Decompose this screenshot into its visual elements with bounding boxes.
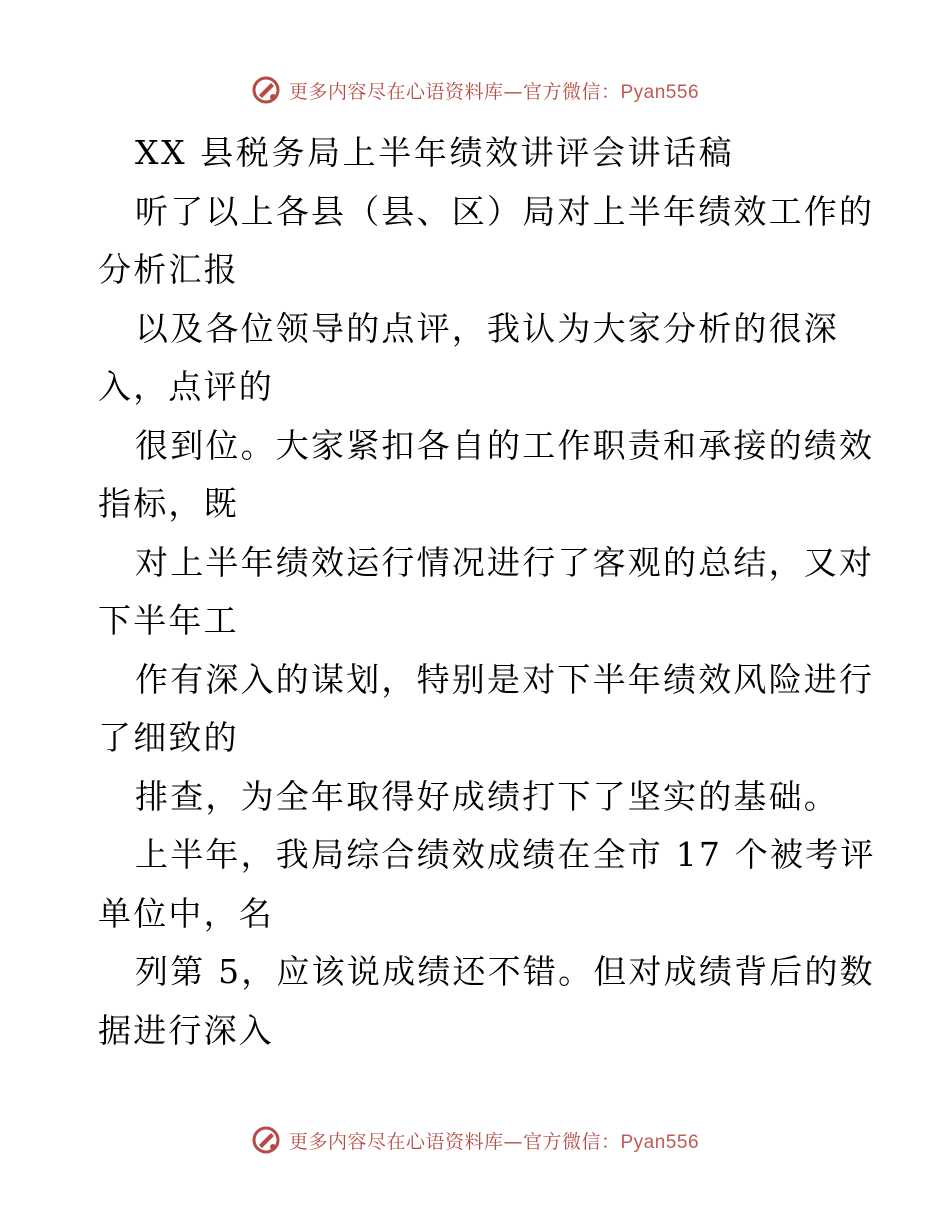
paragraph-line: 列第 5，应该说成绩还不错。但对成绩背后的数 bbox=[135, 952, 875, 991]
wechat-id: Pyan556 bbox=[620, 81, 700, 103]
paragraph-line: 以及各位领导的点评，我认为大家分析的很深 bbox=[135, 308, 839, 348]
paragraph-line: 上半年，我局综合绩效成绩在全市 17 个被考评 bbox=[135, 835, 876, 874]
watermark-label: 更多内容尽在心语资料库—官方微信： bbox=[288, 1130, 621, 1153]
paragraph-line: 排查，为全年取得好成绩打下了坚实的基础。 bbox=[135, 776, 839, 816]
watermark-text bbox=[289, 1127, 699, 1154]
red-circle-pen-icon bbox=[251, 75, 281, 105]
paragraph-line: 听了以上各县（县、区）局对上半年绩效工作的 bbox=[135, 191, 875, 231]
paragraph-line: 作有深入的谋划，特别是对下半年绩效风险进行 bbox=[135, 659, 875, 699]
paragraph-line: 单位中，名 bbox=[98, 893, 274, 933]
paragraph-line: 很到位。大家紧扣各自的工作职责和承接的绩效 bbox=[135, 425, 875, 465]
footer-watermark bbox=[0, 1120, 950, 1160]
watermark-label: 更多内容尽在心语资料库—官方微信： bbox=[288, 80, 621, 103]
paragraph-line: 对上半年绩效运行情况进行了客观的总结，又对 bbox=[135, 542, 875, 582]
paragraph-line: 下半年工 bbox=[98, 601, 239, 640]
red-circle-pen-icon bbox=[251, 1125, 281, 1155]
paragraph-line: 入，点评的 bbox=[98, 367, 274, 406]
wechat-id: Pyan556 bbox=[620, 1131, 700, 1153]
document-title: XX 县税务局上半年绩效讲评会讲话稿 bbox=[135, 133, 735, 172]
paragraph-line: 分析汇报 bbox=[98, 250, 239, 289]
paragraph-line: 了细致的 bbox=[98, 718, 239, 757]
watermark-text bbox=[289, 77, 699, 104]
paragraph-line: 据进行深入 bbox=[98, 1010, 274, 1050]
header-watermark bbox=[0, 70, 950, 110]
document-body bbox=[98, 124, 876, 1060]
paragraph-line: 指标，既 bbox=[98, 484, 239, 523]
